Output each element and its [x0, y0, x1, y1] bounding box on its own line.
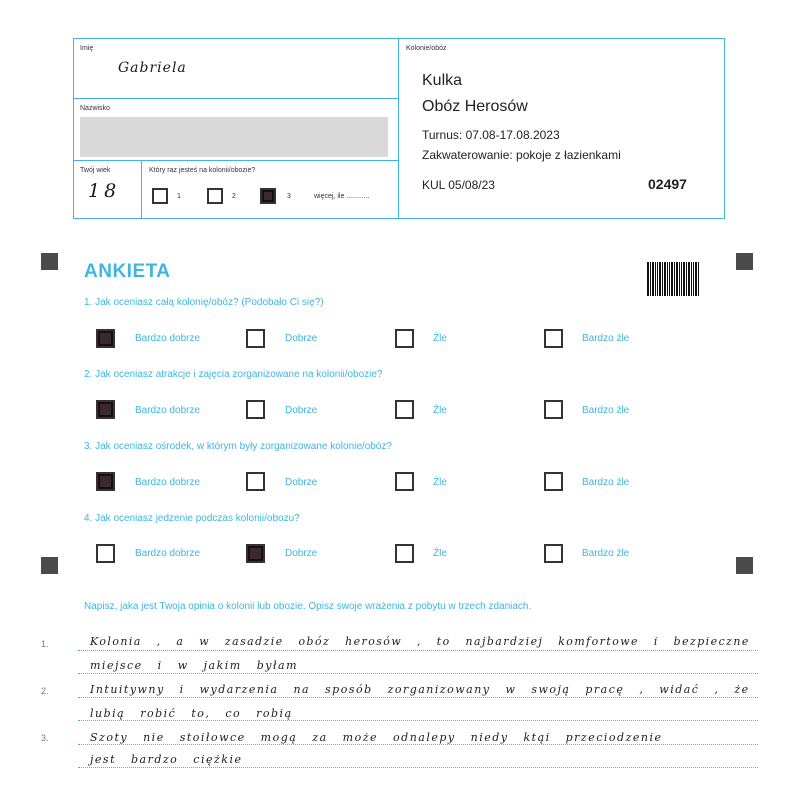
camp-subtitle: Obóz Herosów: [422, 98, 528, 115]
turnus-text: Turnus: 07.08-17.08.2023: [422, 128, 560, 142]
line-number-2: 2.: [41, 686, 49, 696]
camp-label: Kolonie/obóz: [406, 45, 447, 52]
age-label: Twój wiek: [80, 167, 111, 174]
header-divider-age: [141, 160, 142, 219]
q1-option-zle-label: Źle: [433, 333, 447, 344]
q2-option-dobrze-label: Dobrze: [285, 405, 318, 416]
answer-line-3a: Szoty nie stoiłowce mogą za może odnalepy niedy ktąi przeciodzenie: [90, 731, 663, 744]
q3-option-bardzo-dobrze-checkbox[interactable]: [96, 472, 115, 491]
q2-option-zle-label: Źle: [433, 405, 447, 416]
times-checkbox-2[interactable]: [207, 188, 223, 204]
question-1-text: 1. Jak oceniasz całą kolonię/obóz? (Podobało Ci się?): [84, 297, 324, 308]
registration-mark-bottom-left: [41, 557, 58, 574]
writing-line: [78, 673, 758, 674]
registration-mark-top-right: [736, 253, 753, 270]
q3-option-zle-checkbox[interactable]: [395, 472, 414, 491]
q2-option-bardzo-zle-checkbox[interactable]: [544, 400, 563, 419]
writing-line: [78, 697, 758, 698]
surname-redacted: [80, 117, 388, 157]
name-label: Imię: [80, 45, 94, 52]
q3-option-zle-label: Źle: [433, 477, 447, 488]
times-option-2: 2: [232, 193, 236, 200]
accommodation-text: Zakwaterowanie: pokoje z łazienkami: [422, 148, 621, 162]
q2-option-bardzo-dobrze-label: Bardzo dobrze: [135, 405, 201, 416]
q4-option-bardzo-dobrze-checkbox[interactable]: [96, 544, 115, 563]
q2-option-bardzo-dobrze-checkbox[interactable]: [96, 400, 115, 419]
times-option-3: 3: [287, 193, 291, 200]
times-option-1: 1: [177, 193, 181, 200]
surname-label: Nazwisko: [80, 105, 110, 112]
question-2-text: 2. Jak oceniasz atrakcje i zajęcia zorganizowane na kolonii/obozie?: [84, 369, 383, 380]
q1-option-bardzo-dobrze-label: Bardzo dobrze: [135, 333, 201, 344]
line-number-1: 1.: [41, 639, 49, 649]
q4-option-zle-checkbox[interactable]: [395, 544, 414, 563]
q4-option-dobrze-checkbox[interactable]: [246, 544, 265, 563]
times-more-label: więcej, ile ............: [314, 193, 370, 200]
times-checkbox-1[interactable]: [152, 188, 168, 204]
q3-option-bardzo-zle-label: Bardzo źle: [582, 477, 630, 488]
q1-option-dobrze-checkbox[interactable]: [246, 329, 265, 348]
camp-code: KUL 05/08/23: [422, 178, 495, 192]
writing-line: [78, 744, 758, 745]
header-divider-name: [73, 98, 399, 99]
question-3-text: 3. Jak oceniasz ośrodek, w którym były zorganizowane kolonie/obóz?: [84, 441, 392, 452]
opinion-prompt: Napisz, jaka jest Twoja opinia o kolonii lub obozie. Opisz swoje wrażenia z pobytu w trzech zdaniach.: [84, 601, 532, 612]
q2-option-bardzo-zle-label: Bardzo źle: [582, 405, 630, 416]
q3-option-bardzo-dobrze-label: Bardzo dobrze: [135, 477, 201, 488]
q1-option-bardzo-zle-checkbox[interactable]: [544, 329, 563, 348]
answer-line-2a: Intuitywny i wydarzenia na sposób zorganizowany w swoją pracę , widać , że: [90, 683, 750, 696]
q4-option-bardzo-dobrze-label: Bardzo dobrze: [135, 548, 201, 559]
q2-option-dobrze-checkbox[interactable]: [246, 400, 265, 419]
name-value: Gabriela: [118, 60, 187, 76]
q4-option-zle-label: Źle: [433, 548, 447, 559]
times-checkbox-3[interactable]: [260, 188, 276, 204]
q3-option-dobrze-label: Dobrze: [285, 477, 318, 488]
q3-option-dobrze-checkbox[interactable]: [246, 472, 265, 491]
registration-mark-top-left: [41, 253, 58, 270]
q4-option-bardzo-zle-label: Bardzo źle: [582, 548, 630, 559]
q3-option-bardzo-zle-checkbox[interactable]: [544, 472, 563, 491]
header-divider-vertical: [398, 38, 399, 219]
writing-line: [78, 650, 758, 651]
q1-option-dobrze-label: Dobrze: [285, 333, 318, 344]
answer-line-1a: Kolonia , a w zasadzie obóz herosów , to najbardziej komfortowe i bezpieczne: [90, 635, 750, 648]
survey-title: ANKIETA: [84, 261, 171, 282]
times-label: Który raz jesteś na kolonii/obozie?: [149, 167, 256, 174]
question-4-text: 4. Jak oceniasz jedzenie podczas kolonii/obozu?: [84, 513, 300, 524]
answer-line-3b: jest bardzo ciężkie: [90, 753, 243, 766]
camp-number: 02497: [648, 176, 687, 192]
header-divider-surname: [73, 160, 399, 161]
q4-option-dobrze-label: Dobrze: [285, 548, 318, 559]
q1-option-zle-checkbox[interactable]: [395, 329, 414, 348]
line-number-3: 3.: [41, 733, 49, 743]
writing-line: [78, 767, 758, 768]
barcode-image: [647, 262, 700, 296]
camp-name: Kulka: [422, 72, 463, 89]
q2-option-zle-checkbox[interactable]: [395, 400, 414, 419]
answer-line-1b: miejsce i w jakim byłam: [90, 659, 298, 672]
q1-option-bardzo-dobrze-checkbox[interactable]: [96, 329, 115, 348]
age-value: 18: [88, 180, 121, 202]
q4-option-bardzo-zle-checkbox[interactable]: [544, 544, 563, 563]
writing-line: [78, 720, 758, 721]
q1-option-bardzo-zle-label: Bardzo źle: [582, 333, 630, 344]
registration-mark-bottom-right: [736, 557, 753, 574]
answer-line-2b: lubią robić to, co robią: [90, 707, 293, 720]
